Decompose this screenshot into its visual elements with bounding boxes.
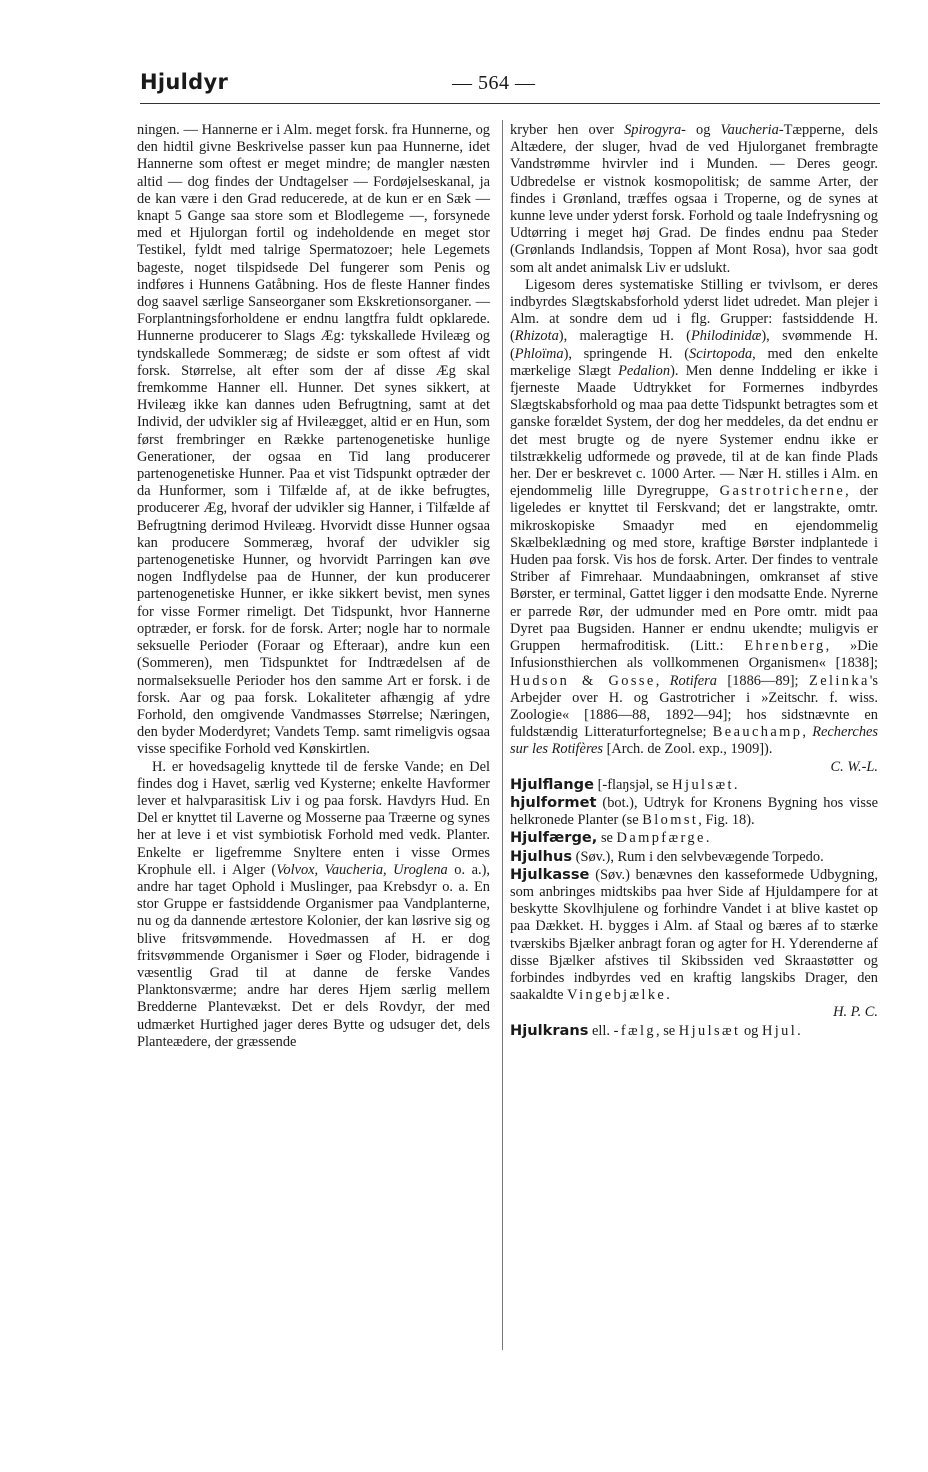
text-run: Ligesom deres systematiske Stilling er tvivlsom, er deres indbyrdes Slægtskabsforhold yderst lidet udredet. Man plejer i Alm. at sondre dem ud i flg. Grupper: fastsiddende H. (: [510, 276, 878, 345]
running-head: Hjuldyr: [140, 70, 229, 94]
italic-run: Philodinidæ: [690, 328, 762, 345]
italic-run: Recherches sur les Rotifères: [510, 724, 879, 758]
entry-hjulformet: [510, 794, 878, 829]
cross-reference: Hjulsæt: [678, 1022, 741, 1039]
cross-reference: Blomst: [642, 812, 699, 829]
signature-text: C. W.-L.: [830, 758, 878, 775]
paragraph-systematics: [510, 277, 878, 759]
author-signature: [510, 759, 878, 776]
italic-run: Rhizota: [514, 328, 559, 345]
spaced-run: Gastrotricherne: [719, 483, 846, 500]
italic-run: Scirtopoda: [689, 345, 753, 362]
spaced-run: Ehrenberg: [744, 638, 826, 655]
headword: Hjulfærge,: [510, 829, 598, 847]
headword: Hjulflange: [510, 775, 595, 793]
text-run: , se: [656, 1022, 679, 1039]
text-run: .: [733, 776, 738, 793]
text-run: ). Men denne Inddeling er ikke i fjerneste Maade Udtrykket for Formernes indbyrdes Slægtskabsforhold og maa paa dette Tidspunkt betragtes som et ganske forældet System, der dog her meddeles, da det endnu er det mest brugte og de nyere Systemer endnu ikke er tilstrækkelig udformede og prøvede, til at de kan finde Plads her. Der er beskrevet c. 1000 Arter. — Nær H. stilles i Alm. en ejendommelig lille Dyregruppe,: [510, 362, 878, 500]
headword: Hjulkasse: [510, 865, 590, 883]
entry-hjulfaerge: [510, 829, 878, 847]
text-run: ), svømmende H. (: [510, 328, 878, 362]
paragraph-habitat: [137, 759, 490, 1051]
headword: hjulformet: [510, 793, 597, 811]
text-run: se: [597, 830, 617, 847]
text-run: [-flaŋsjəl, se: [594, 776, 673, 793]
entry-hjulflange: [510, 776, 878, 794]
text-run: , der ligeledes er knyttet til Ferskvand; det er langstrakte, omtr. mikroskopiske Smaadyr med en ejendommelig Skælbeklædning og med store, kraftige Børster indplantede i Huden paa forsk. Vis hos de forsk. Arter. Der findes to ventrale Striber af Fimrehaar. Mundaabningen, omkranset af stive Børster, er terminal, Gattet ligger i den modsatte Ende. Nyrerne er parrede Rør, der udmunder med en Pore omtr. midt paa Dyret paa Bugsiden. Hanner er endnu ukendte; muligvis er Gruppen hermafroditisk. (Litt.:: [510, 483, 878, 655]
italic-run: Pedalion: [618, 362, 671, 379]
left-column: [137, 122, 490, 1051]
headword: Hjulhus: [510, 847, 573, 865]
text-run: og: [685, 122, 721, 138]
spaced-run: Zelinka: [809, 672, 870, 689]
italic-run: Rotifera: [669, 672, 717, 689]
spaced-run: Hudson & Gosse: [510, 672, 656, 689]
entry-hjulhus: [510, 848, 878, 866]
cross-reference: Hjul: [761, 1022, 798, 1039]
text-run: , »Die Infusionsthierchen als vollkommenen Organismen« [1838];: [510, 638, 879, 672]
paragraph-distribution: [510, 122, 878, 277]
paragraph-reproduction: [137, 122, 490, 759]
entry-hjulkasse: [510, 866, 878, 1005]
italic-run: Phloïma: [514, 345, 564, 362]
page-header: [140, 66, 880, 102]
text-run: .: [705, 830, 710, 847]
page-number: — 564 —: [452, 72, 536, 94]
text-run: 's Arbejder over H. og Gastrotricher i »Zeitschr. f. wiss. Zoologie« [1886—88, 1892—94]; hos sidstnævnte en fuldstændig Litteraturfortegnelse;: [510, 672, 878, 741]
italic-run: Vaucheria-: [720, 122, 784, 138]
right-column: [510, 122, 878, 1040]
text-run: .: [797, 1022, 801, 1039]
author-signature: [510, 1004, 878, 1021]
paragraph-text: H. er hovedsagelig knyttede til de ferske Vande; en Del findes dog i Havet, særlig ved Kysterne; enkelte Havformer lever et halvparasitisk Liv i og paa forsk. Havdyrs Hud. En Del er knyttet til Laverne og Mosserne paa Træerne og synes her at leve i et vist symbiotisk Forhold med vedk. Planter. Enkelte er ligefremme Snyltere enten i visse Ormes Krophule ell. i Alger (: [137, 758, 490, 878]
text-run: (Søv.), Rum i den selvbevægende Torpedo.: [572, 848, 824, 865]
text-run: ell.: [588, 1022, 614, 1039]
text-run: , med den enkelte mærkelige Slægt: [510, 345, 879, 379]
text-run: ,: [655, 672, 670, 689]
text-run: ), maleragtige H. (: [558, 328, 691, 345]
paragraph-text: o. a.), andre har taget Ophold i Muslinger, paa Krebsdyr o. a. En stor Gruppe er fastsiddende Organismer paa Vandplanterne, nu og da dannende ærtestore Kolonier, der kan løsrive sig og blive fritsvømmende. Hovedmassen af H. er dog fritsvømmende Organismer i Søer og Floder, bidragende i væsentlig Grad til at danne de ferske Vandes Planktonsværme; andre har deres Hjem særlig mellem Bredderne Plantevækst. Det er dels Rovdyr, der med udmærket Hurtighed jager deres Bytte og udsuger det, dels Planteædere, der græssende: [137, 861, 490, 1050]
paragraph-text: ningen. — Hannerne er i Alm. meget forsk. fra Hunnerne, og den hidtil givne Beskrivelse passer kun paa Hunnerne, idet Hannerne som oftest er meget mindre; de mangler næsten altid — dog findes der Undtagelser — Fordøjelseskanal, ja de kan være i den Grad reducerede, at de kun er en Sæk — knapt 5 Gange saa store som et Blodlegeme —, forsynede med et Hjulorgan fortil og indeholdende en meget stor Testikel, fyldt med talrige Spermatozoer; hele Legemets bageste, noget tilspidsede Del fungerer som Penis og indføres i Hunnens Gatåbning. Hos de fleste Hanner findes dog saavel særlige Sanseorganer som Ekskretionsorganer. — Forplantningsforholdene er endnu langtfra fuldt opklarede. Hunnerne producerer to Slags Æg: tykskallede Hvileæg og tyndskallede Sommeræg; de sidste er som oftest af vidt forsk. Størrelse, alt efter som der af disse Æg skal fremkomme Hanner ell. Hunner. Det synes sikkert, at Hvileæg ikke kan dannes uden Befrugtning, samt at det Individ, der udvikler sig af Hvileægget, altid er en Hun, som først frembringer en Række partenogenetiske hunlige Generationer, der ogsaa en Tid lang producerer partenogenetiske Hunner. Paa et vist Tidspunkt optræder der da Hunformer, som i Tilfælde af, at de ikke befrugtes, producerer Æg, hvoraf der udvikler sig Hanner, i Tilfælde af Befrugtning derimod Hvileæg. Hvorvidt disse Hunner ogsaa kan producere Sommeræg, hvoraf der udvikler sig partenogenetiske Hunner, og hvorvidt Parringen kan øve nogen Indflydelse paa de Hunner, der kun producerer partenogenetiske Hunner, er ikke sikkert bevist, men synes for visse Former rimeligt. Det Tidspunkt, hvor Hannerne optræder, er forsk. for de forsk. Arter; nogle har to normale seksuelle Perioder (Foraar og Efteraar), andre kun een (Sommeren), men Tidspunktet for Indtrædelsen af de normalseksuelle Perioder hos den samme Art er forsk. i de forsk. Aar og paa forsk. Lokaliteter afhængig af ydre Forhold, den omgivende Vandmasses Størrelse; Næringen, den byder Moderdyret; Vandets Temp. samt rimeligvis ogsaa visse specifike Forhold ved Kønskirtlen.: [137, 122, 490, 758]
text-run: kryber hen over: [510, 122, 625, 138]
text-run: [1886—89];: [716, 672, 810, 689]
italic-genus-names: Volvox, Vaucheria, Uroglena: [276, 861, 448, 878]
cross-reference: Dampfærge: [616, 830, 706, 847]
cross-reference: Hjulsæt: [672, 776, 734, 793]
text-run: [Arch. de Zool. exp., 1909]).: [603, 741, 773, 758]
signature-text: H. P. C.: [833, 1004, 878, 1021]
text-run: ,: [802, 724, 813, 741]
column-divider: [502, 120, 503, 1350]
text-run: (bot.), Udtryk for Kronens Bygning hos visse helkronede Planter (se: [510, 794, 878, 829]
spaced-run: Beauchamp: [712, 724, 803, 741]
italic-run: Spirogyra-: [624, 122, 686, 138]
text-run: og: [740, 1022, 762, 1039]
text-run: ), springende H. (: [563, 345, 690, 362]
text-run: (Søv.) benævnes den kasseformede Udbygning, som anbringes midtskibs paa hver Side af Hjuldampere for at beskytte Skovlhjulene og forhindre Vandet i at blive kastet op paa Dækket. H. bygges i Alm. af Staal og bæres af to stærke tværskibs Bjælker anbragt foran og agter for H. Yderenderne af disse Bjælker afstives til Skibssiden ved Skraastøtter og forbindes indbyrdes ved en kraftig langskibs Drager, den saakaldte: [510, 866, 878, 1004]
headword: Hjulkrans: [510, 1021, 589, 1039]
text-run: Tæpperne, dels Altædere, der sluger, hvad de ved Hjulorganet frembragte Vandstrømme hvirvler ind i Munden. — Deres geogr. Udbredelse er vistnok kosmopolitisk; de samme Arter, der findes i Grønland, træffes ogsaa i Troperne, og de synes at kunne leve under yderst forsk. Forhold og taale Indefrysning og Udtørring i meget høj Grad. De findes endnu paa Steder (Grønlands Indlandsis, Toppen af Mont Rosa), hvor saa godt som alt andet animalsk Liv er udslukt.: [510, 122, 879, 276]
text-run: .: [666, 987, 670, 1004]
text-run: , Fig. 18).: [698, 812, 755, 829]
header-rule: [140, 103, 880, 104]
entry-hjulkrans: [510, 1022, 878, 1040]
cross-reference: -fælg: [613, 1022, 657, 1039]
spaced-run: Vingebjælke: [567, 987, 667, 1004]
